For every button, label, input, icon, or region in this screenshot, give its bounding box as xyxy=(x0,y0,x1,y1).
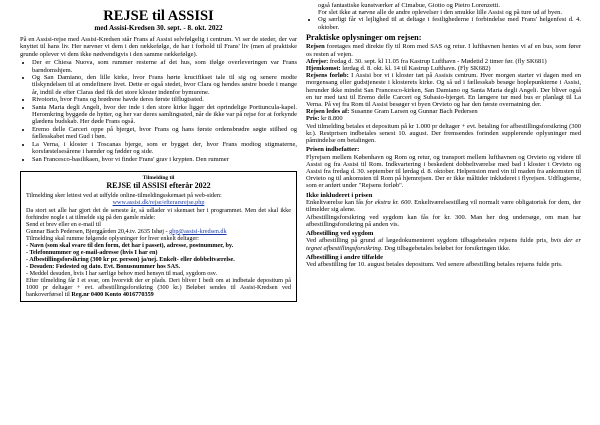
page-title: REJSE til ASSISI xyxy=(103,8,214,24)
page-subtitle: med Assisi-Kredsen 30. sept. - 8. okt. 2022 xyxy=(94,24,223,32)
registration-box xyxy=(20,171,297,302)
registration-url-link[interactable]: www.assisi.dk/rejse/efterarsrejse.php xyxy=(112,199,205,207)
itinerary-text: I Assisi bor vi i kloster tæt på Assisis centrum. Hver morgen starter vi dagen med en morgensang eller gudstjeneste i klosterets kirke. Og så ud i fællesskab besøge hoplepunkterne i Assisi, herunder ikke mindst San Francesco-kirken, San Damiano og Santa Maria degli Angeli. Der bliver også en tur med taxi til Eremo delle Carceri og Subasio-bjerget. En længere tur med bus er planlagt til La Verna. På vej fra Rom til Assisi besøger vi byen Orvieto og har den første overnatning der. xyxy=(306,72,581,108)
departure-text: fredag d. 30. sept. kl 11.05 fra Kastrup Lufthavn - Mødetid 2 timer før. (fly SK681) xyxy=(329,57,547,65)
list-item: • Santa Maria degli Angeli, hvor der inde i den store kirke ligger det oprindelige Portiuncula-kapel. Heromkring byggede de hytter, og her var deres samlingssted, når de ikke var på rejse for at forkynde glædens budskab. Her døde Frans også. xyxy=(32,104,297,126)
list-item: • Der er Chiesa Nuova, som rummer resterne af det hus, som ifølge overleveringen var Frans barndomshjem. xyxy=(32,59,297,74)
registration-box-kicker: Tilmelding til xyxy=(142,174,175,181)
registration-field: - Desuden: Fødested og dato. Evt. Bonusnummer hos SAS. xyxy=(26,262,181,270)
not-included-heading: Ikke inkluderet i prisen xyxy=(306,191,373,199)
price-paragraph xyxy=(306,115,581,122)
departure-label: Afrejse: xyxy=(306,57,329,65)
continued-text-2: For slet ikke at nævne alle de andre oplevelser i den smukke lille Assisi og på ture ud af byen. xyxy=(318,9,563,17)
list-item: • Og særligt får vi lejlighed til at deltage i festlighederne i forbindelse med Frans' helgenfest d. 4. oktober. xyxy=(318,16,581,30)
cancellation-text xyxy=(306,237,581,251)
includes-text: Flyrejsen mellem København og Rom og retur, og transport mellem lufthavnen og Orvieto og videre til Assisi og fra Assisi til Rom. Indkvartering i beskedent dobbeltværelse med bad i kloster i Orvieto og Assisi fra fredag d. 30. september til lørdag d. 8. oktober. Helpension med vin til maden fra ankomsten til Orvieto og til ankomsten til Rom på hjemrejsen. Der er ikke måltider inkluderet i flyrejsen. Udflugterne, som er anført under "Rejsens forløb". xyxy=(306,153,581,190)
not-included-price: for ekstra kr. 600 xyxy=(365,199,411,207)
cancellation-condition: hvis der er tegnet afbestillingsforsikring xyxy=(306,237,581,252)
return-paragraph xyxy=(306,65,581,72)
payment-text: Efter tilmelding får I et svar, om hvorvidt der er plads. Deri bliver I bedt om at indbetale depositum på 1000 pr deltager + evt. afbestillingsforsikring (300 kr.) Beløbet sendes til Assisi-Kredsen ved bankoverførsel til xyxy=(26,276,291,299)
itinerary-label: Rejsens forløb: xyxy=(306,72,349,80)
includes-heading: Prisen indbefatter: xyxy=(306,146,360,154)
travel-label: Rejsen xyxy=(306,43,325,51)
leaders-text: Susanne Gram Larsen og Gunnar Bach Pedersen xyxy=(350,108,478,116)
right-column xyxy=(306,2,581,269)
registration-field: - Navn (som skal svare til den form, det har i passet), adresse, postnummer, by. xyxy=(26,241,234,249)
registration-contact xyxy=(26,228,291,235)
list-item: • Eremo delle Carceri oppe på bjerget, hvor Frans og hans første ordensbrødre søgte stilhed og fællesskabet med Gud i bøn. xyxy=(32,126,297,141)
contact-email-link[interactable]: gbp@assisi-kredsen.dk xyxy=(169,227,227,235)
not-included-text xyxy=(306,199,581,213)
continued-text: også fantastiske kunstværker af Cimabue, Giotto og Pietro Lorenzetti. xyxy=(318,2,500,9)
travel-text: foretages med direkte fly til Rom med SAS og retur. I lufthavnen hentes vi af en bus, som fører os resten af vejen. xyxy=(306,43,582,58)
registration-requirements: Tilmelding skal rumme følgende oplysninger for hver enkelt deltager: xyxy=(26,234,199,242)
list-item: • Og San Damiano, den lille kirke, hvor Frans hørte krucifikset tale til sig og senere modte tilskyndelsen til at omdefinere livet. Dette er også stedet, hvor Clara og hendes søstre boede i mange år, indtil de efter Claras død fik det store kloster indenfor bymurene. xyxy=(32,74,297,96)
cancellation-post: . Dog tilbagebetales beløbet for forsikringen ikke. xyxy=(380,244,511,252)
leaders-label: Rejsen ledes af: xyxy=(306,108,350,116)
other-cancellation-text: Ved afbestilling før 10. august betales depositum. Ved senere afbestilling betales rejsens fulde pris. xyxy=(306,261,563,269)
registration-note: Da stort set alle har gjort det de seneste år, så udlader vi skemaet her i programmet. Men det skal ikke forhindre nogle i at tilmelde sig på den gamle måde: xyxy=(26,206,291,221)
left-column xyxy=(20,4,297,302)
not-included-post: . Enkeltværelsestillæg vil normalt være obligatorisk for dem, der tilmelder sig alene. xyxy=(306,199,581,214)
registration-box-title: REJSE til ASSISI efterår 2022 xyxy=(106,181,211,191)
bank-account: Reg.nr 0400 Konto 4016770359 xyxy=(71,291,154,299)
registration-send: Send et brev eller en e-mail til xyxy=(26,220,101,228)
list-item: • San Francesco-basilikaen, hvor vi finder Frans' grav i krypten. Den rummer xyxy=(32,156,297,163)
travel-paragraph xyxy=(306,43,581,57)
highlights-list xyxy=(306,16,581,30)
registration-field: - Afbestillingsforsikring (300 kr pr. person) ja/nej. Enkelt- eller dobbeltværelse. xyxy=(26,255,235,263)
price-value: kr 8.800 xyxy=(320,115,343,123)
registration-payment xyxy=(26,277,291,298)
itinerary-paragraph xyxy=(306,72,581,108)
cancellation-heading: Afbestilling ved sygdom xyxy=(306,229,374,237)
places-list xyxy=(20,59,297,163)
practical-heading: Praktiske oplysninger om rejsen: xyxy=(306,32,422,42)
contact-address: Gunnar Bach Pedersen, Bjerggården 20,4.tv. 2635 Ishøj - xyxy=(26,227,170,235)
cancellation-pre: Ved afbestilling på grund af lægedokumenteret sygdom tilbagebetales rejsens fulde pris, xyxy=(306,237,551,245)
price-details: Ved tilmelding betales et depositum på kr 1.000 pr deltager + evt. betaling for afbestillingsforsikring (300 kr.). Restprisen indbetales senest 10. august. Der fremsendes forinden supplerende oplysninger med påmindelse om betalingen. xyxy=(306,122,581,144)
return-label: Hjemkomst: xyxy=(306,64,341,72)
not-included-pre: Enkeltværelse kan fås xyxy=(306,199,366,207)
insurance-text: Afbestillingsforsikring ved sygdom kan fås for kr. 300. Man her dog undersøge, om man har afbestillingsforsikring på anden vis. xyxy=(306,213,581,228)
registration-field: - Telefonnummer og e-mail-adresse (hvis I har en) xyxy=(26,248,158,256)
list-item: • Rivotorto, hvor Frans og brødrene havde deres første tilflugtssted. xyxy=(32,96,297,103)
intro-paragraph: På en Assisi-rejse med Assisi-Kredsen står Frans af Assisi selvfølgelig i centrum. Vi ser de steder, der var knyttet til hans liv. Her nævner vi dem i den rækkefølge, de har i forhold til Frans' liv (men af praktiske grunde oplever vi dem ikke nødvendigvis i den samme rækkefølge). xyxy=(20,36,297,58)
return-text: lørdag d. 8. okt. kl. 14 til Kastrup Lufthavn. (Fly SK682) xyxy=(342,64,491,72)
other-cancellation-heading: Afbestilling i andre tilfælde xyxy=(306,253,383,261)
leaders-paragraph xyxy=(306,108,581,115)
registration-intro: Tilmelding sker lettest ved at udfylde online-tilmeldingsskemaet på web-siden: xyxy=(26,192,222,200)
price-label: Pris: xyxy=(306,115,320,123)
registration-field: - Meddel desuden, hvis I har særlige behov med hensyn til mad, sygdom osv. xyxy=(26,269,218,277)
departure-paragraph xyxy=(306,58,581,65)
list-item: • La Verna, i kloster i Toscanas bjerge, som er bygget der, hvor Frans modtog stigmaterne, korsfæstelsesårene i hænder og fødder og side. xyxy=(32,141,297,156)
